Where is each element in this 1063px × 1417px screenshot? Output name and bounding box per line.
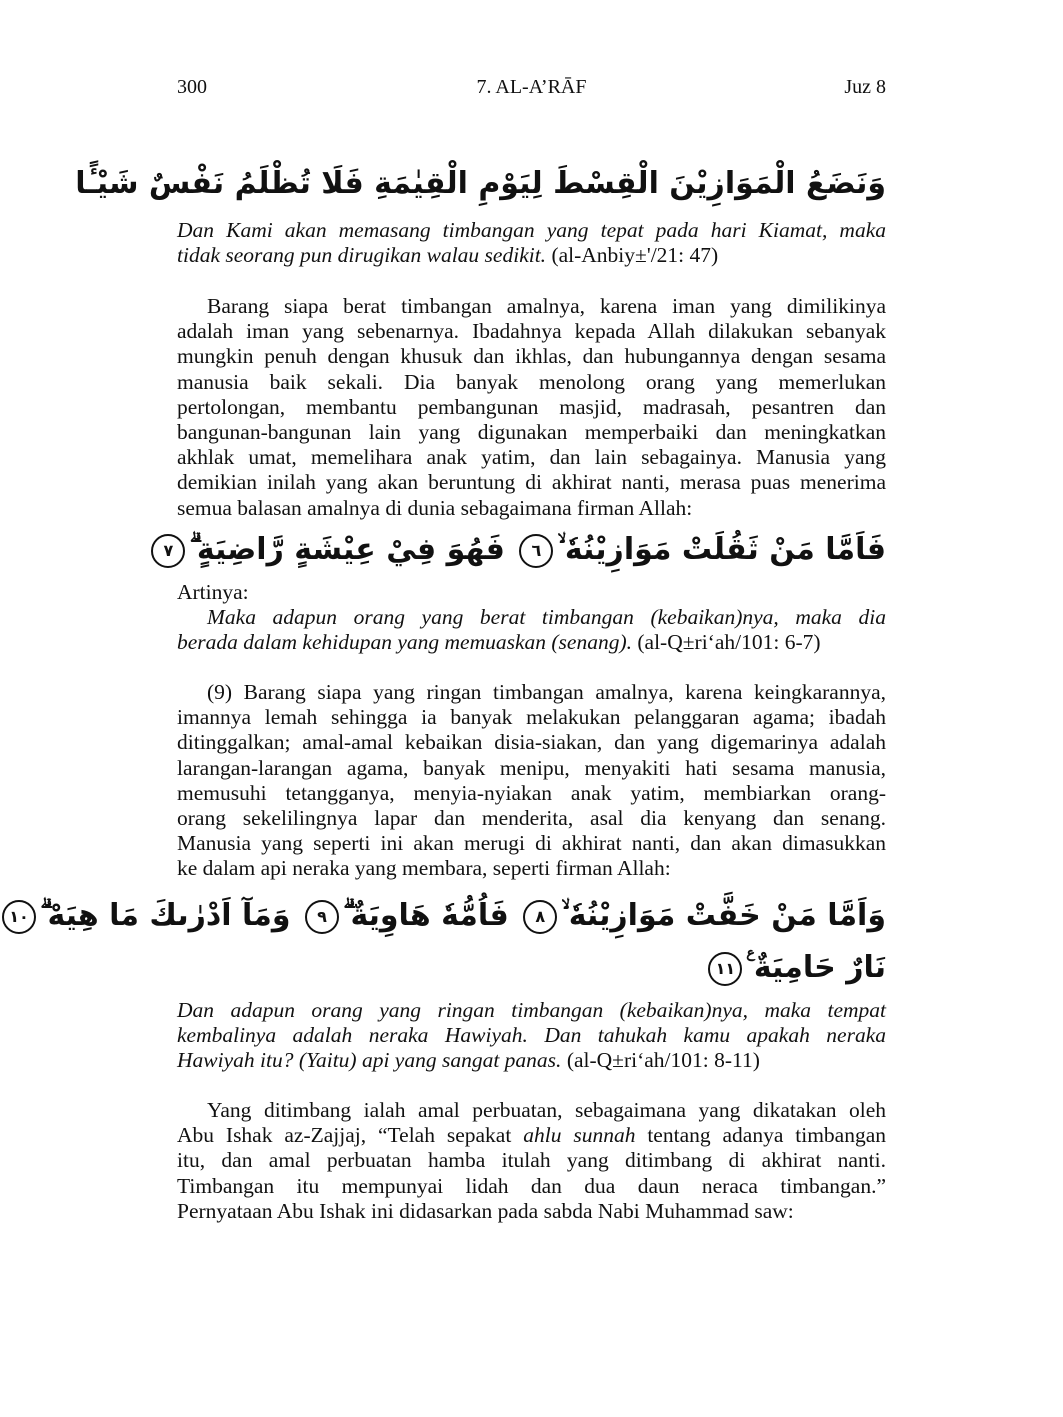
paragraph-line: Manusia yang seperti ini akan merugi di akhirat nanti, dan akan dimasukkan <box>177 831 886 856</box>
ayah-number-marker: ١١ <box>708 952 742 986</box>
paragraph-line: Pernyataan Abu Ishak ini didasarkan pada sabda Nabi Muhammad saw: <box>177 1198 794 1223</box>
arabic-text: نَارٌ حَامِيَةٌ ࣖ <box>746 950 886 985</box>
translation-line: Maka adapun orang yang berat timbangan (kebaikan)nya, maka dia <box>207 605 886 630</box>
paragraph-3 <box>177 1098 886 1224</box>
citation: (al-Anbiy±'/21: 47) <box>551 243 719 268</box>
artinya-label: Artinya: <box>177 580 249 604</box>
ayah-number-marker: ١٠ <box>2 900 36 934</box>
paragraph-line: adalah iman yang sebenarnya. Ibadahnya kepada Allah dilakukan sebanyak <box>177 319 886 344</box>
paragraph-line: bangunan-bangunan lain yang digunakan memperbaiki dan meningkatkan <box>177 419 886 444</box>
ayah-number-marker: ٦ <box>519 534 553 568</box>
arabic-text: فَاُمُّهٗ هَاوِيَةٌ ۗ <box>342 898 509 933</box>
juz-label: Juz 8 <box>844 76 886 98</box>
chapter-title: 7. AL-A’RĀF <box>476 76 587 98</box>
translation-line: kembalinya adalah neraka Hawiyah. Dan tahukah kamu apakah neraka <box>177 1023 886 1048</box>
arabic-verse-anbiya-47: وَنَضَعُ الْمَوَازِيْنَ الْقِسْطَ لِيَوْمِ الْقِيٰمَةِ فَلَا تُظْلَمُ نَفْسٌ شَيْـًٔا <box>75 166 886 201</box>
arabic-verse-qariah-6-7 <box>163 526 886 574</box>
text-segment: Abu Ishak az-Zajjaj, “Telah sepakat <box>177 1123 524 1148</box>
arabic-verse-qariah-11 <box>177 944 886 992</box>
paragraph-line: akhlak umat, memelihara anak yatim, dan lain sebagainya. Manusia yang <box>177 445 886 470</box>
paragraph-line <box>177 1123 886 1148</box>
paragraph-line: larangan-larangan agama, banyak menipu, menyakiti hati sesama manusia, <box>177 755 886 780</box>
paragraph-line: manusia baik sekali. Dia banyak menolong orang yang memerlukan <box>177 369 886 394</box>
page-header <box>177 76 886 102</box>
arabic-text: وَاَمَّا مَنْ خَفَّتْ مَوَازِيْنُهٗ ۙ <box>561 898 886 933</box>
paragraph-line: semua balasan amalnya di dunia sebagaimana firman Allah: <box>177 495 693 520</box>
paragraph-line: memusuhi tetangganya, menyia-nyiakan anak yatim, membiarkan orang- <box>177 780 886 805</box>
paragraph-2 <box>177 680 886 882</box>
text-segment: tentang adanya timbangan <box>635 1123 887 1148</box>
arabic-text: فَهُوَ فِيْ عِيْشَةٍ رَّاضِيَةٍ ۗ <box>189 532 505 567</box>
paragraph-line: demikian inilah yang akan beruntung di akhirat nanti, merasa puas menerima <box>177 470 886 495</box>
paragraph-line: (9) Barang siapa yang ringan timbangan amalnya, karena keingkarannya, <box>207 680 886 704</box>
page-number: 300 <box>177 76 207 98</box>
paragraph-line: Timbangan itu mempunyai lidah dan dua daun neraca timbangan.” <box>177 1173 886 1198</box>
translation-line: Dan adapun orang yang ringan timbangan (kebaikan)nya, maka tempat <box>177 998 886 1022</box>
paragraph-line: mungkin penuh dengan khusuk dan ikhlas, dan hubungannya dengan sesama <box>177 344 886 369</box>
verse2-translation <box>177 580 886 656</box>
paragraph-line: imannya lemah sehingga ia banyak melakukan pelanggaran agama; ibadah <box>177 705 886 730</box>
paragraph-line: Barang siapa berat timbangan amalnya, karena iman yang dimilikinya <box>207 294 886 318</box>
paragraph-line: itu, dan amal perbuatan hamba itulah yang ditimbang di akhirat nanti. <box>177 1148 886 1173</box>
arabic-verse-qariah-8-10 <box>9 892 886 940</box>
translation-line: berada dalam kehidupan yang memuaskan (senang). <box>177 630 632 655</box>
verse1-translation <box>177 218 886 268</box>
italic-term: ahlu sunnah <box>523 1123 636 1148</box>
paragraph-line: Yang ditimbang ialah amal perbuatan, sebagaimana yang dikatakan oleh <box>207 1098 886 1122</box>
paragraph-line: pertolongan, membantu pembangunan masjid, madrasah, pesantren dan <box>177 394 886 419</box>
verse3-translation <box>177 998 886 1074</box>
ayah-number-marker: ٧ <box>151 534 185 568</box>
ayah-number-marker: ٨ <box>523 900 557 934</box>
citation: (al-Q±ri‘ah/101: 8-11) <box>566 1048 760 1073</box>
paragraph-1 <box>177 294 886 521</box>
translation-line: tidak seorang pun dirugikan walau sedikit. <box>177 243 547 268</box>
translation-line: Dan Kami akan memasang timbangan yang tepat pada hari Kiamat, maka <box>177 218 886 242</box>
translation-line: Hawiyah itu? (Yaitu) api yang sangat panas. <box>177 1048 562 1073</box>
paragraph-line: orang sekelilingnya lapar dan menderita, asal dia kenyang dan senang. <box>177 805 886 830</box>
citation: (al-Q±ri‘ah/101: 6-7) <box>637 630 821 655</box>
arabic-text: وَمَآ اَدْرٰىكَ مَا هِيَهْ ۗ <box>39 898 291 933</box>
ayah-number-marker: ٩ <box>305 900 339 934</box>
paragraph-line: ditinggalkan; amal-amal kebaikan disia-siakan, dan yang digemarinya adalah <box>177 730 886 755</box>
arabic-text: فَاَمَّا مَنْ ثَقُلَتْ مَوَازِيْنُهٗ ۙ <box>557 532 886 567</box>
paragraph-line: ke dalam api neraka yang membara, seperti firman Allah: <box>177 856 671 881</box>
